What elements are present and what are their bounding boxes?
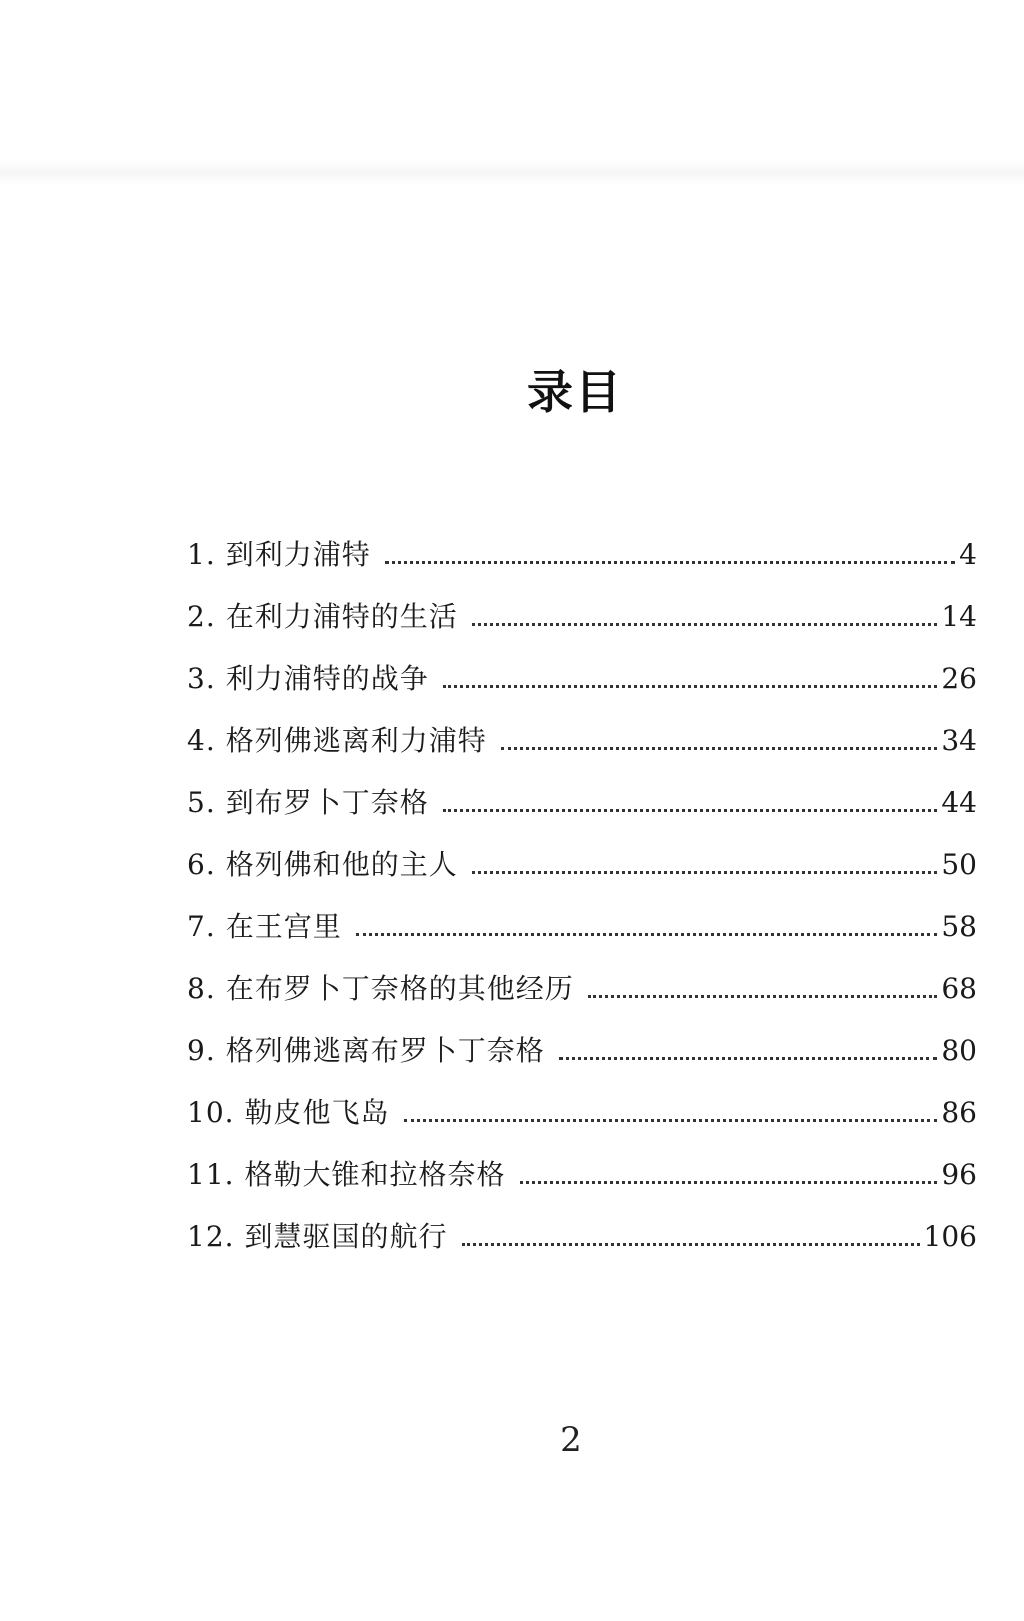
toc-entry-page: 44	[941, 786, 977, 819]
toc-entry-page: 34	[941, 724, 977, 757]
toc-entry-page: 80	[941, 1034, 977, 1067]
toc-entry	[187, 788, 977, 850]
toc-entry-number: 5.	[187, 786, 216, 819]
dot-leader	[501, 747, 938, 750]
dot-leader	[472, 623, 938, 626]
dot-leader	[385, 561, 955, 564]
toc-entry	[187, 1222, 977, 1284]
dot-leader	[462, 1243, 920, 1246]
dot-leader	[443, 809, 938, 812]
scan-artifact	[0, 160, 1024, 186]
toc-entry-number: 1.	[187, 538, 216, 571]
toc-entry-number: 8.	[187, 972, 216, 1005]
toc-entry-title: 在布罗卜丁奈格的其他经历	[225, 972, 574, 1005]
toc-entry-title: 格列佛和他的主人	[225, 848, 458, 881]
toc-entry	[187, 726, 977, 788]
toc-entry	[187, 602, 977, 664]
toc-entry-title: 格列佛逃离布罗卜丁奈格	[225, 1034, 545, 1067]
toc-entry-title: 在王宫里	[225, 910, 342, 943]
toc-entry-page: 106	[923, 1220, 977, 1253]
toc-entry	[187, 540, 977, 602]
toc-entry-title: 勒皮他飞岛	[244, 1096, 390, 1129]
toc-entry-page: 50	[941, 848, 977, 881]
toc-entry-page: 68	[941, 972, 977, 1005]
dot-leader	[404, 1119, 938, 1122]
page-number: 2	[560, 1420, 582, 1460]
toc-entry	[187, 664, 977, 726]
toc-entry-page: 96	[941, 1158, 977, 1191]
toc-entry-number: 3.	[187, 662, 216, 695]
page-title: 录目	[527, 365, 623, 419]
toc-entry-title: 格列佛逃离利力浦特	[225, 724, 487, 757]
toc-entry	[187, 850, 977, 912]
toc-entry-number: 11.	[187, 1158, 235, 1191]
toc-entry	[187, 974, 977, 1036]
dot-leader	[472, 871, 938, 874]
toc-entry	[187, 1160, 977, 1222]
toc-entry-page: 26	[941, 662, 977, 695]
dot-leader	[559, 1057, 938, 1060]
dot-leader	[588, 995, 938, 998]
toc-entry-page: 58	[941, 910, 977, 943]
toc-entry	[187, 1098, 977, 1160]
toc-entry-title: 利力浦特的战争	[225, 662, 429, 695]
toc-entry-number: 10.	[187, 1096, 235, 1129]
toc-entry-title: 格勒大锥和拉格奈格	[244, 1158, 506, 1191]
toc-entry-page: 86	[941, 1096, 977, 1129]
toc-entry-number: 6.	[187, 848, 216, 881]
toc-entry-number: 2.	[187, 600, 216, 633]
toc-entry-title: 到慧驱国的航行	[244, 1220, 448, 1253]
toc-entry-number: 7.	[187, 910, 216, 943]
dot-leader	[356, 933, 938, 936]
dot-leader	[443, 685, 938, 688]
toc-entry-number: 12.	[187, 1220, 235, 1253]
dot-leader	[520, 1181, 938, 1184]
toc-entry-page: 4	[959, 538, 977, 571]
toc-entry-title: 在利力浦特的生活	[225, 600, 458, 633]
toc-entry-title: 到利力浦特	[225, 538, 371, 571]
toc-entry	[187, 912, 977, 974]
table-of-contents	[187, 540, 977, 1284]
toc-entry-page: 14	[941, 600, 977, 633]
toc-entry-title: 到布罗卜丁奈格	[225, 786, 429, 819]
toc-entry	[187, 1036, 977, 1098]
toc-entry-number: 9.	[187, 1034, 216, 1067]
toc-entry-number: 4.	[187, 724, 216, 757]
